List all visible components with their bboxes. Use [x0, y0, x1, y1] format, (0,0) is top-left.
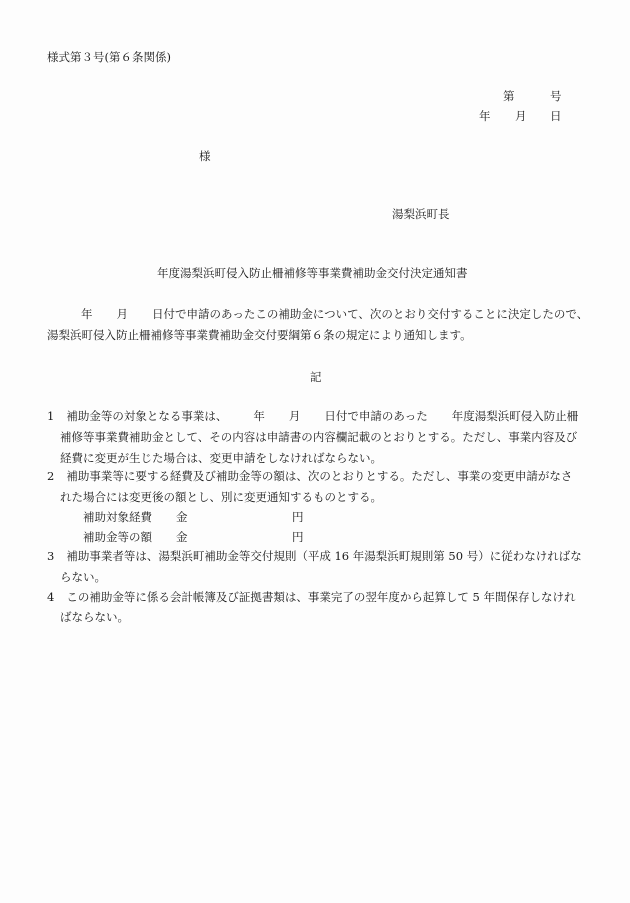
item-2-line-1: 2 補助事業等に要する経費及び補助金等の額は、次のとおりとする。ただし、事業の変更申請がなさ	[47, 469, 573, 483]
item-3-line-2: らない。	[60, 570, 106, 584]
item-2-line-2: れた場合には変更後の額とし、別に変更通知するものとする。	[60, 490, 382, 504]
intro-line1-text: 日付で申請のあったこの補助金について、次のとおり交付することに決定したので、	[152, 307, 589, 321]
item-4-number: 4	[47, 590, 55, 604]
date-year: 年	[479, 109, 491, 123]
intro-year: 年	[81, 307, 93, 321]
number-dai: 第	[503, 89, 515, 103]
item-3-number: 3	[47, 549, 55, 563]
intro-line-1	[81, 309, 588, 321]
item-1-number: 1	[47, 409, 55, 423]
intro-line-2: 湯梨浜町侵入防止柵補修等事業費補助金交付要綱第６条の規定により通知します。	[47, 328, 472, 342]
number-go: 号	[550, 89, 562, 103]
item-1-line-2: 補修等事業費補助金として、その内容は申請書の内容欄記載のとおりとする。ただし、事業内容及び	[60, 430, 578, 444]
item-2-number: 2	[47, 469, 55, 483]
document-title: 年度湯梨浜町侵入防止柵補修等事業費補助金交付決定通知書	[157, 266, 468, 280]
intro-month: 月	[116, 307, 128, 321]
item-4-line-2: ばならない。	[60, 610, 129, 624]
item-1-line-3: 経費に変更が生じた場合は、変更申請をしなければならない。	[60, 451, 382, 465]
addressee-suffix: 様	[199, 149, 211, 163]
form-label: 様式第３号(第６条関係)	[47, 50, 171, 64]
issuer-name: 湯梨浜町長	[392, 207, 450, 221]
date-day: 日	[550, 109, 562, 123]
date-month: 月	[515, 109, 527, 123]
item-4-line-1: 4 この補助金等に係る会計帳簿及び証拠書類は、事業完了の翌年度から起算して 5 年間保存しなけれ	[47, 590, 576, 604]
item-1-line-1: 1 補助金等の対象となる事業は、 年 月 日付で申請のあった 年度湯梨浜町侵入防止柵	[47, 409, 579, 423]
item-3-line-1: 3 補助事業者等は、湯梨浜町補助金等交付規則（平成 16 年湯梨浜町規則第 50 号）に従わなければな	[47, 549, 582, 563]
ki-heading: 記	[310, 370, 322, 384]
